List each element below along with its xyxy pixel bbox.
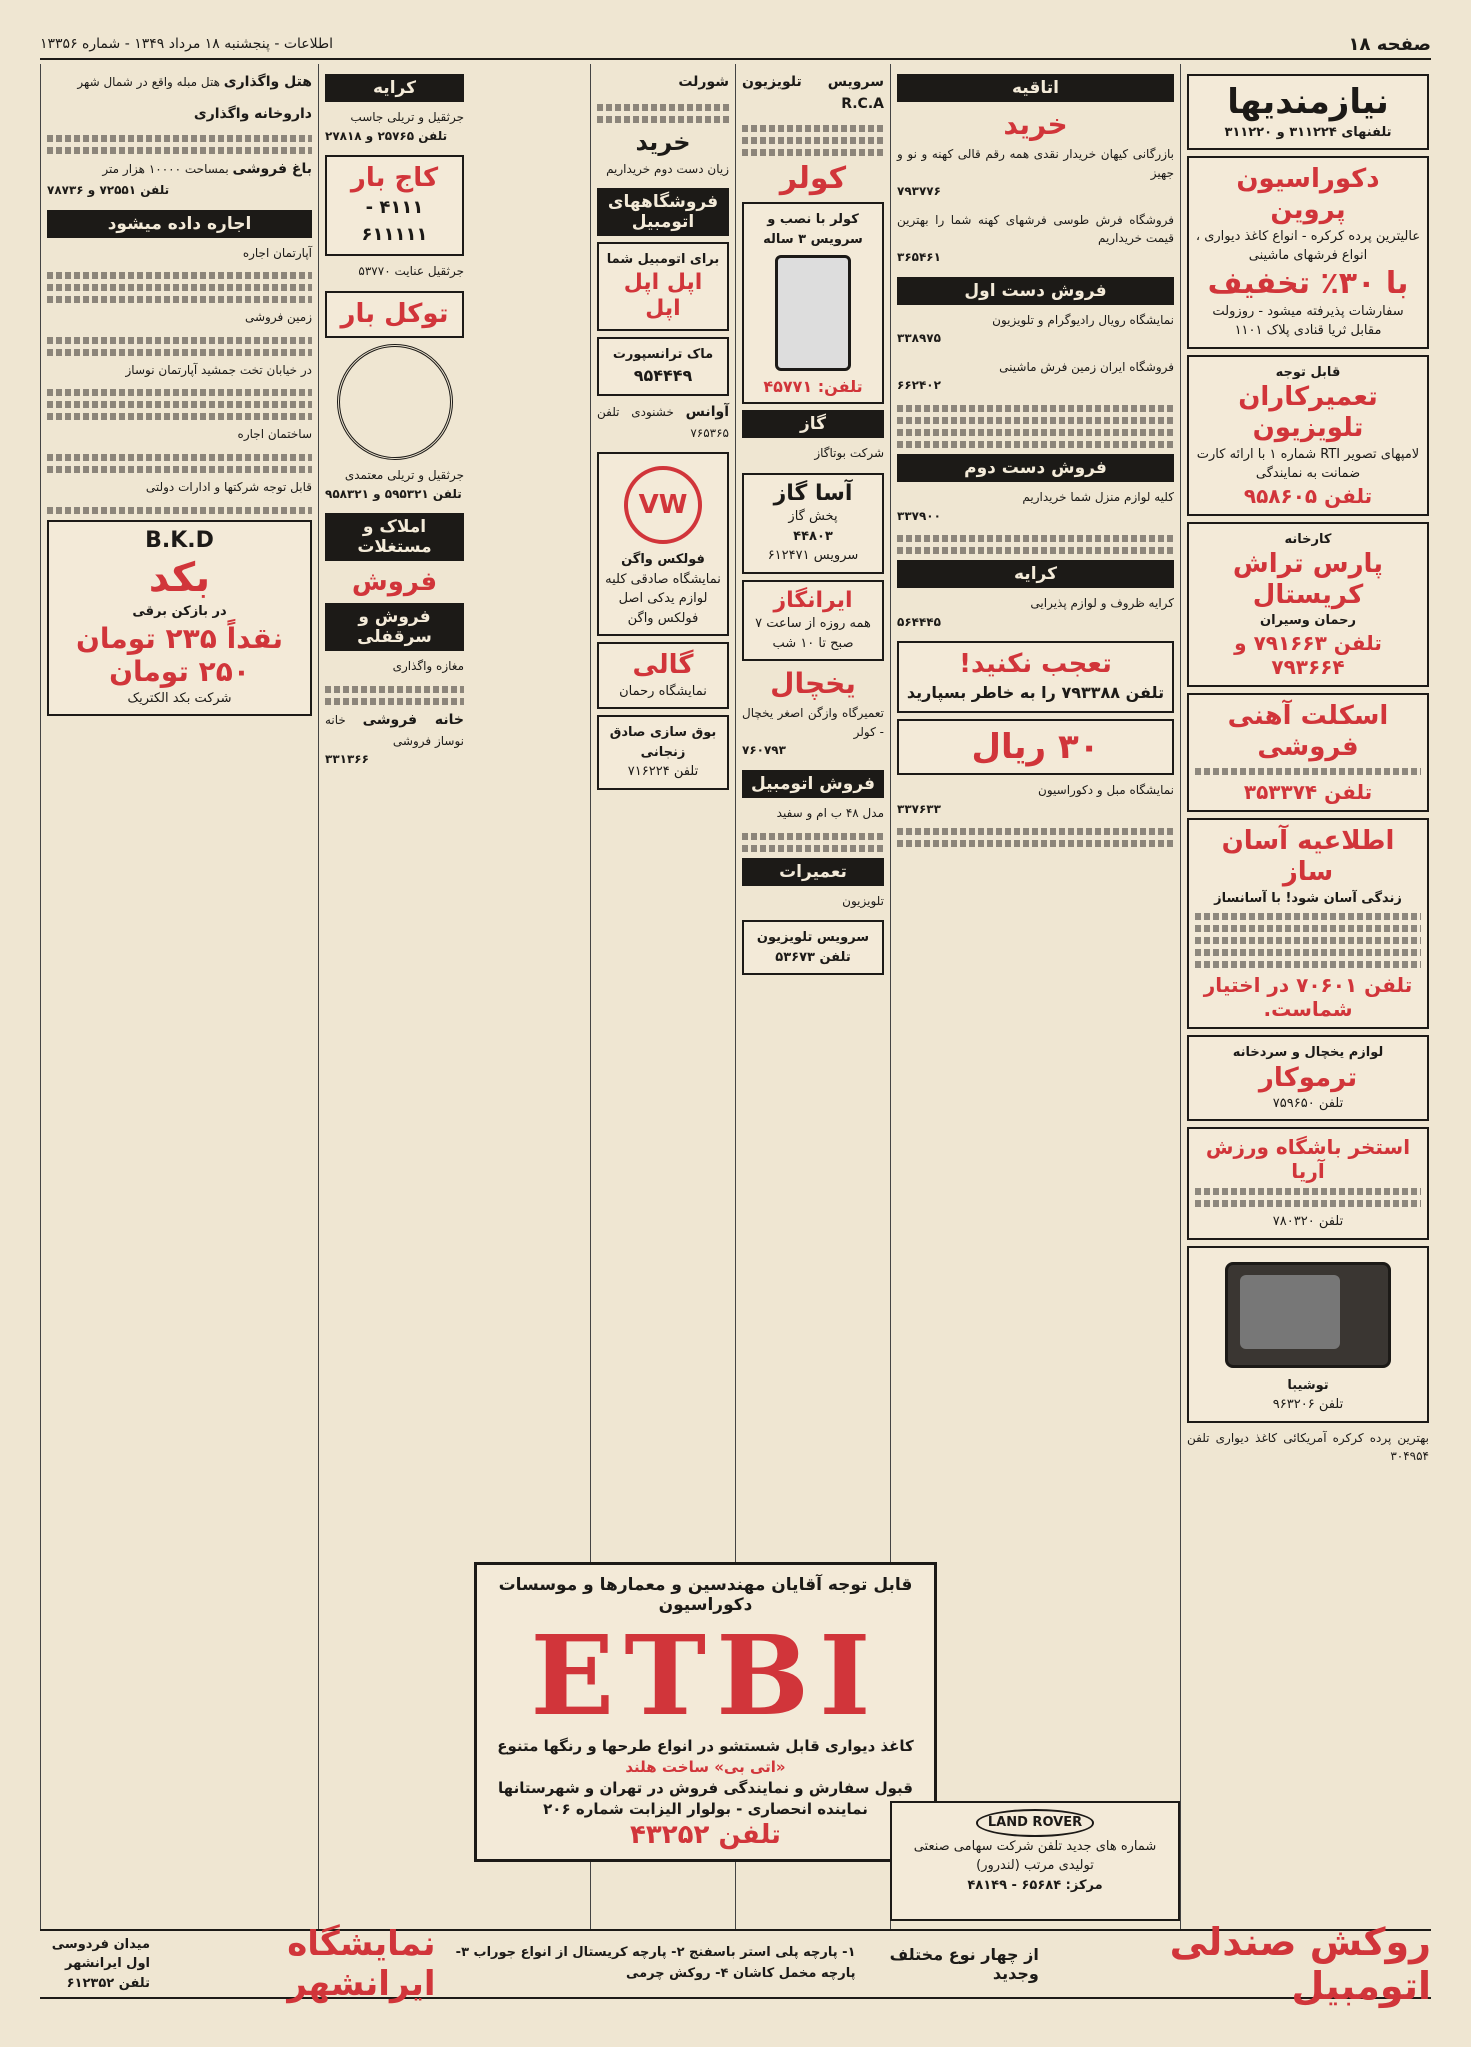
text-lines xyxy=(47,284,312,291)
section-buy: خرید xyxy=(635,127,691,156)
ad-fridge-parts xyxy=(1187,1035,1429,1121)
ad-pool-head: استخر باشگاه ورزش آریا xyxy=(1205,1135,1411,1184)
ad-tv-service xyxy=(742,920,884,975)
text-lines xyxy=(742,149,884,156)
listing xyxy=(47,72,312,94)
ad-bkd-price1: نقداً ۲۳۵ تومان xyxy=(75,621,284,655)
ad-crystal-pre: کارخانه xyxy=(1284,531,1332,547)
ad-lr-text: شماره های جدید تلفن شرکت سهامی صنعتی تولیدی مرتب (لندرور) xyxy=(913,1838,1157,1873)
text-lines xyxy=(47,147,312,154)
listing: ساختمان اجاره xyxy=(237,427,312,442)
listing-text: جرثقیل و تریلی جاسب xyxy=(350,110,464,124)
listing xyxy=(597,402,729,442)
ad-tv-repair-pre: قابل توجه xyxy=(1275,364,1341,380)
section-sale: فروش xyxy=(351,567,438,598)
text-lines xyxy=(47,389,312,396)
section-banner: فروش دست اول xyxy=(897,277,1174,305)
listing-text: کلیه لوازم منزل شما خریداریم xyxy=(1022,489,1174,504)
ad-elevator-phone: تلفن ۷۰۶۰۱ در اختیار شماست. xyxy=(1203,973,1413,1022)
listing-text: بمساحت ۱۰۰۰۰ هزار متر xyxy=(102,162,229,177)
listing-title: هتل واگذاری xyxy=(223,74,312,90)
listing: مدل ۴۸ ب ام و سفید xyxy=(776,806,884,821)
listing-text: جرثقیل و تریلی معتمدی xyxy=(344,468,464,483)
ship-seal-icon xyxy=(337,344,453,460)
listing-title: آوانس xyxy=(685,404,729,421)
ad-etbi-phone: تلفن ۴۳۲۵۲ xyxy=(630,1820,781,1850)
section-banner: اجاره داده میشود xyxy=(47,210,312,238)
ad-bkd xyxy=(47,520,312,717)
ad-parvin-head: دکوراسیون پروین xyxy=(1236,164,1380,226)
ad-steel xyxy=(1187,693,1429,812)
listing-text: نمایشگاه مبل و دکوراسیون xyxy=(1038,783,1174,798)
ad-kajbar-phone: ۴۱۱۱ - ۶۱۱۱۱۱ xyxy=(361,197,428,246)
listing: آپارتمان اجاره xyxy=(242,245,312,260)
bottom-ad-headline: روکش صندلی اتومبیل xyxy=(1169,1920,1431,2008)
text-lines xyxy=(325,698,464,705)
text-lines xyxy=(897,429,1174,436)
text-lines xyxy=(897,405,1174,412)
ad-irangas xyxy=(742,580,884,661)
bottom-ad-address: میدان فردوسی اول ایرانشهر تلفن ۶۱۲۳۵۲ xyxy=(51,1936,150,1991)
ad-pool-phone: تلفن ۷۸۰۳۲۰ xyxy=(1272,1214,1344,1230)
listing-phone: ۶۶۲۴۰۲ xyxy=(897,378,941,393)
ad-parvin-address: سفارشات پذیرفته میشود - روزولت مقابل ثریا قنادی پلاک ۱۱۰۱ xyxy=(1212,303,1404,339)
ad-bkd-company: شرکت بکد الکتریک xyxy=(127,690,232,706)
ad-fridge-parts-phone: تلفن ۷۵۹۶۵۰ xyxy=(1272,1095,1344,1111)
text-lines xyxy=(597,104,729,111)
listing xyxy=(325,466,464,503)
text-lines xyxy=(47,401,312,408)
section-banner: فروش دست دوم xyxy=(897,454,1174,482)
bottom-ad-bar xyxy=(40,1920,1431,2008)
column-1 xyxy=(1180,64,1435,1929)
ad-elevator-sub: زندگی آسان شود! با آسانساز xyxy=(1214,890,1402,906)
listing-phone: تلفن ۲۵۷۶۵ و ۲۷۸۱۸ xyxy=(325,128,448,143)
ad-toshiba xyxy=(1187,1246,1429,1423)
text-lines xyxy=(1195,961,1421,968)
ad-tv-repair xyxy=(1187,355,1429,516)
ad-etbi-line2: «اتی بی» ساخت هلند xyxy=(625,1758,786,1776)
listing: جرثقیل عنایت ۵۳۷۷۰ xyxy=(358,264,464,279)
ad-steel-phone: تلفن ۳۵۳۳۷۴ xyxy=(1243,780,1373,805)
section-phones: تلفنهای ۳۱۱۲۲۴ و ۳۱۱۲۲۰ xyxy=(1224,124,1392,140)
listing-phone: ۳۳۷۶۳۳ xyxy=(897,801,941,816)
listing xyxy=(897,358,1174,395)
listing xyxy=(742,704,884,760)
text-lines xyxy=(1195,937,1421,944)
ad-gali-text: نمایشگاه رحمان xyxy=(619,683,707,699)
ad-horn-phone: تلفن ۷۱۶۲۲۴ xyxy=(627,764,699,780)
bottom-ad-items: ۱- پارچه پلی استر باسفنج ۲- پارچه کریستال از انواع جوراب ۳- پارچه مخمل کاشان ۴- روکش چرمی xyxy=(455,1945,856,1981)
ad-bkd-price2: ۲۵۰ تومان xyxy=(109,655,250,689)
listing-text: تعمیرگاه وازگن اصغر یخچال - کولر xyxy=(742,706,884,739)
text-lines xyxy=(47,507,312,514)
ad-opel-head: اپل اپل اپل xyxy=(623,269,703,322)
ad-tv-repair-head: تعمیرکاران تلویزیون xyxy=(1238,382,1378,444)
ad-surprise-text: تلفن ۷۹۳۳۸۸ را به خاطر بسپارید xyxy=(906,682,1165,702)
volkswagen-logo-icon: VW xyxy=(624,466,702,544)
listing-phone: تلفن ۵۹۵۳۲۱ و ۹۵۸۳۲۱ xyxy=(325,486,462,501)
ad-land-rover xyxy=(890,1801,1180,1921)
ad-parvin-discount: با ۳۰٪ تخفیف xyxy=(1207,265,1409,301)
ad-bkd-head: بکد xyxy=(148,555,211,602)
ad-surprise-head: تعجب نکنید! xyxy=(959,649,1112,680)
text-lines xyxy=(742,125,884,132)
listing: شرکت بوتاگاز xyxy=(814,446,884,461)
ad-etbi-line4: نماینده انحصاری - بولوار الیزابت شماره ۲۰۶ xyxy=(543,1800,868,1818)
ad-cooler-phone: تلفن: ۴۵۷۷۱ xyxy=(763,377,863,397)
text-lines xyxy=(47,349,312,356)
section-fridge: یخچال xyxy=(770,667,856,701)
ad-vw-text: نمایشگاه صادقی کلیه لوازم یدکی اصل فولکس واگن xyxy=(605,571,721,626)
ad-parvin-body: عالیترین پرده کرکره - انواع کاغذ دیواری ، انواع فرشهای ماشینی xyxy=(1195,228,1421,264)
listing-phone: ۳۶۵۴۶۱ xyxy=(897,249,941,264)
ad-tavakolbar xyxy=(325,291,464,338)
listing-title: شورلت xyxy=(678,74,729,90)
ad-tv-service-phone: تلفن ۵۳۶۷۳ xyxy=(775,949,851,965)
ad-30-rial xyxy=(897,719,1174,776)
section-buy: خرید xyxy=(1003,108,1068,141)
text-lines xyxy=(897,547,1174,554)
text-lines xyxy=(47,454,312,461)
ad-surprise xyxy=(897,641,1174,712)
ad-lr-phone: مرکز: ۶۵۶۸۴ - ۴۸۱۴۹ xyxy=(967,1877,1103,1893)
listing-text: خانه نوساز فروشی xyxy=(325,712,464,748)
ad-volkswagen xyxy=(597,452,729,636)
listing xyxy=(897,145,1174,201)
text-lines xyxy=(742,833,884,840)
ad-parvin xyxy=(1187,156,1429,348)
listing-text: بازرگانی کیهان خریدار نقدی همه رقم قالی کهنه و نو و جهیز xyxy=(897,147,1174,180)
listing xyxy=(47,104,312,126)
ad-30-rial-head: ۳۰ ریال xyxy=(971,726,1100,767)
ad-crystal-sub: رحمان وسیران xyxy=(1260,613,1356,629)
ad-tv-service-head: سرویس تلویزیون xyxy=(756,930,870,946)
column-6 xyxy=(40,64,318,1929)
listing xyxy=(897,594,1174,631)
section-banner: تعمیرات xyxy=(742,858,884,886)
text-lines xyxy=(1195,949,1421,956)
listing-phone: ۳۳۸۹۷۵ xyxy=(897,331,941,346)
dateline: اطلاعات - پنجشنبه ۱۸ مرداد ۱۳۴۹ - شماره ۱۳۳۵۶ xyxy=(40,36,334,52)
text-lines xyxy=(897,840,1174,847)
section-banner: کرایه xyxy=(325,74,464,102)
ad-mack-head: ماک ترانسپورت xyxy=(612,346,714,362)
listing xyxy=(597,72,729,94)
listing xyxy=(897,781,1174,818)
listing xyxy=(325,108,464,145)
ad-elevator xyxy=(1187,818,1429,1029)
listing xyxy=(47,159,312,199)
television-icon xyxy=(1225,1262,1391,1368)
ad-asa-gas-text: پخش گاز xyxy=(788,509,838,525)
listing-title: باغ فروشی xyxy=(232,161,312,178)
listing-text: فروشگاه فرش طوسی فرشهای کهنه شما را بهترین قیمت خریداریم xyxy=(897,212,1174,246)
ad-etbi-line1: کاغذ دیواری قابل شستشو در انواع طرحها و رنگها متنوع xyxy=(497,1737,914,1755)
listing-phone: ۳۳۱۳۶۶ xyxy=(325,752,369,767)
ad-asa-gas-service: سرویس ۶۱۲۴۷۱ xyxy=(767,548,859,564)
listing: زیان دست دوم خریداریم xyxy=(606,161,729,176)
ad-horn-text: بوق سازی صادق زنجانی xyxy=(609,725,717,760)
ad-steel-head: اسکلت آهنی فروشی xyxy=(1227,700,1389,763)
text-lines xyxy=(1195,768,1421,775)
listing-title: داروخانه واگذاری xyxy=(193,105,312,122)
text-lines xyxy=(1195,1200,1421,1207)
ad-tv-repair-body: لامپهای تصویر RTI شماره ۱ با ارائه کارت ضمانت به نمایندگی xyxy=(1196,446,1420,482)
land-rover-logo: LAND ROVER xyxy=(976,1809,1094,1837)
text-lines xyxy=(1195,913,1421,920)
bottom-ad-right xyxy=(40,1924,436,2004)
section-header xyxy=(1187,74,1429,150)
listing: در خیابان تخت جمشید آپارتمان نوساز xyxy=(125,362,312,377)
text-lines xyxy=(1195,925,1421,932)
ad-kajbar-head: کاج بار xyxy=(350,163,439,194)
bottom-ad-left xyxy=(856,1920,1431,2008)
section-title: نیازمندیها xyxy=(1227,82,1389,122)
text-lines xyxy=(47,413,312,420)
ad-kajbar xyxy=(325,155,464,256)
text-lines xyxy=(742,137,884,144)
page-label: صفحه ۱۸ xyxy=(1348,33,1431,55)
ad-opel-sub: برای اتومبیل شما xyxy=(606,252,720,268)
text-lines xyxy=(47,296,312,303)
listing-phone: تلفن ۷۲۵۵۱ و ۷۸۷۳۶ xyxy=(47,183,170,198)
ad-etbi-line3: قبول سفارش و نمایندگی فروش در تهران و شهرستانها xyxy=(498,1779,913,1797)
ad-pool xyxy=(1187,1127,1429,1240)
section-cooler: کولر xyxy=(779,161,847,197)
listing: زمین فروشی xyxy=(244,310,312,325)
text-lines xyxy=(47,466,312,473)
listing xyxy=(325,710,464,769)
cooler-icon xyxy=(775,255,851,371)
section-banner: املاک و مستغلات xyxy=(325,513,464,561)
ad-irangas-head: ایرانگاز xyxy=(773,587,853,613)
text-lines xyxy=(1195,1188,1421,1195)
ad-asa-gas-phone: ۴۴۸۰۳ xyxy=(793,528,833,544)
ad-gali-head: گالی xyxy=(632,650,694,681)
bottom-ad-venue: نمایشگاه ایرانشهر xyxy=(287,1924,436,2004)
listing-text: خشنودی تلفن ۷۶۵۳۶۵ xyxy=(597,405,729,440)
bottom-ad-sub: از چهار نوع مختلف وجدید xyxy=(889,1945,1039,1983)
section-banner: گاز xyxy=(742,410,884,438)
ad-fridge-parts-brand: ترموکار xyxy=(1258,1062,1358,1093)
ad-elevator-head: اطلاعیه آسان ساز xyxy=(1221,826,1395,888)
ad-mack xyxy=(597,337,729,397)
section-banner: فروش اتومبیل xyxy=(742,770,884,798)
text-lines xyxy=(897,417,1174,424)
ad-asa-gas-head: آسا گاز xyxy=(773,480,853,506)
ad-tavakolbar-head: توکل بار xyxy=(340,298,449,329)
listing-text: هتل مبله واقع در شمال شهر xyxy=(77,75,220,89)
ad-toshiba-phone: تلفن ۹۶۳۲۰۶ xyxy=(1272,1397,1344,1413)
text-lines xyxy=(597,116,729,123)
section-banner: کرایه xyxy=(897,560,1174,588)
ad-etbi-top: قابل توجه آقایان مهندسین و معمارها و موسسات دکوراسیون xyxy=(498,1575,913,1615)
listing: قابل توجه شرکتها و ادارات دولتی xyxy=(145,480,312,495)
section-banner: اتاقیه xyxy=(897,74,1174,102)
text-lines xyxy=(897,828,1174,835)
ad-etbi xyxy=(474,1562,937,1862)
listing-text: کرایه ظروف و لوازم پذیرایی xyxy=(1030,596,1174,611)
text-lines xyxy=(897,535,1174,542)
text-lines xyxy=(325,686,464,693)
listing-title: سرویس تلویزیون R.C.A xyxy=(742,74,884,112)
ad-crystal-head: پارس تراش کریستال xyxy=(1232,549,1384,611)
listing-phone: ۷۹۳۷۷۶ xyxy=(897,184,941,199)
listing: تلویزیون xyxy=(842,893,884,908)
text-lines xyxy=(742,845,884,852)
masthead xyxy=(40,30,1431,60)
text-lines xyxy=(47,135,312,142)
listing-text: نمایشگاه رویال رادیوگرام و تلویزیون xyxy=(992,312,1174,327)
ad-tv-repair-phone: تلفن ۹۵۸۶۰۵ xyxy=(1243,483,1373,508)
ad-mack-phone: ۹۵۴۴۴۹ xyxy=(633,366,693,386)
listing-phone: ۵۶۴۴۴۵ xyxy=(897,614,941,629)
text-lines xyxy=(897,441,1174,448)
ad-toshiba-brand: توشیبا xyxy=(1287,1377,1329,1393)
column-5 xyxy=(318,64,470,1929)
ad-irangas-text: همه روزه از ساعت ۷ صبح تا ۱۰ شب xyxy=(755,616,871,651)
ad-gali xyxy=(597,642,729,709)
listing-phone: ۷۶۰۷۹۳ xyxy=(742,743,786,758)
listing xyxy=(897,211,1174,267)
ad-fridge-parts-head: لوازم یخچال و سردخانه xyxy=(1232,1045,1384,1061)
ad-vw-head: فولکس واگن xyxy=(621,552,705,568)
listing xyxy=(742,72,884,115)
text-lines xyxy=(47,272,312,279)
listing-text: فروشگاه ایران زمین فرش ماشینی xyxy=(999,359,1174,374)
text-lines xyxy=(47,337,312,344)
ad-opel xyxy=(597,242,729,330)
ad-bkd-text: در بازکن برقی xyxy=(132,604,227,620)
section-banner: فروش و سرقفلی xyxy=(325,603,464,651)
ad-asa-gas xyxy=(742,473,884,574)
ad-horn xyxy=(597,715,729,790)
listing xyxy=(897,311,1174,348)
section-banner: فروشگاههای اتومبیل xyxy=(597,188,729,236)
listing xyxy=(897,488,1174,525)
ad-cooler xyxy=(742,202,884,404)
ad-crystal xyxy=(1187,522,1429,687)
listing-title: خانه فروشی xyxy=(362,711,464,728)
listing-phone: ۳۳۷۹۰۰ xyxy=(897,508,941,523)
ad-cooler-text: کولر با نصب و سرویس ۳ ساله xyxy=(763,212,863,247)
ad-crystal-phone: تلفن ۷۹۱۶۶۳ و ۷۹۳۶۶۴ xyxy=(1234,630,1382,679)
ad-bkd-latin: B.K.D xyxy=(145,527,214,553)
ad-etbi-brand: ETBI xyxy=(530,1611,881,1740)
ad-blinds: بهترین پرده کرکره آمریکائی کاغذ دیواری تلفن ۳۰۴۹۵۴ xyxy=(1187,1430,1429,1464)
listing: مغازه واگذاری xyxy=(392,659,464,674)
